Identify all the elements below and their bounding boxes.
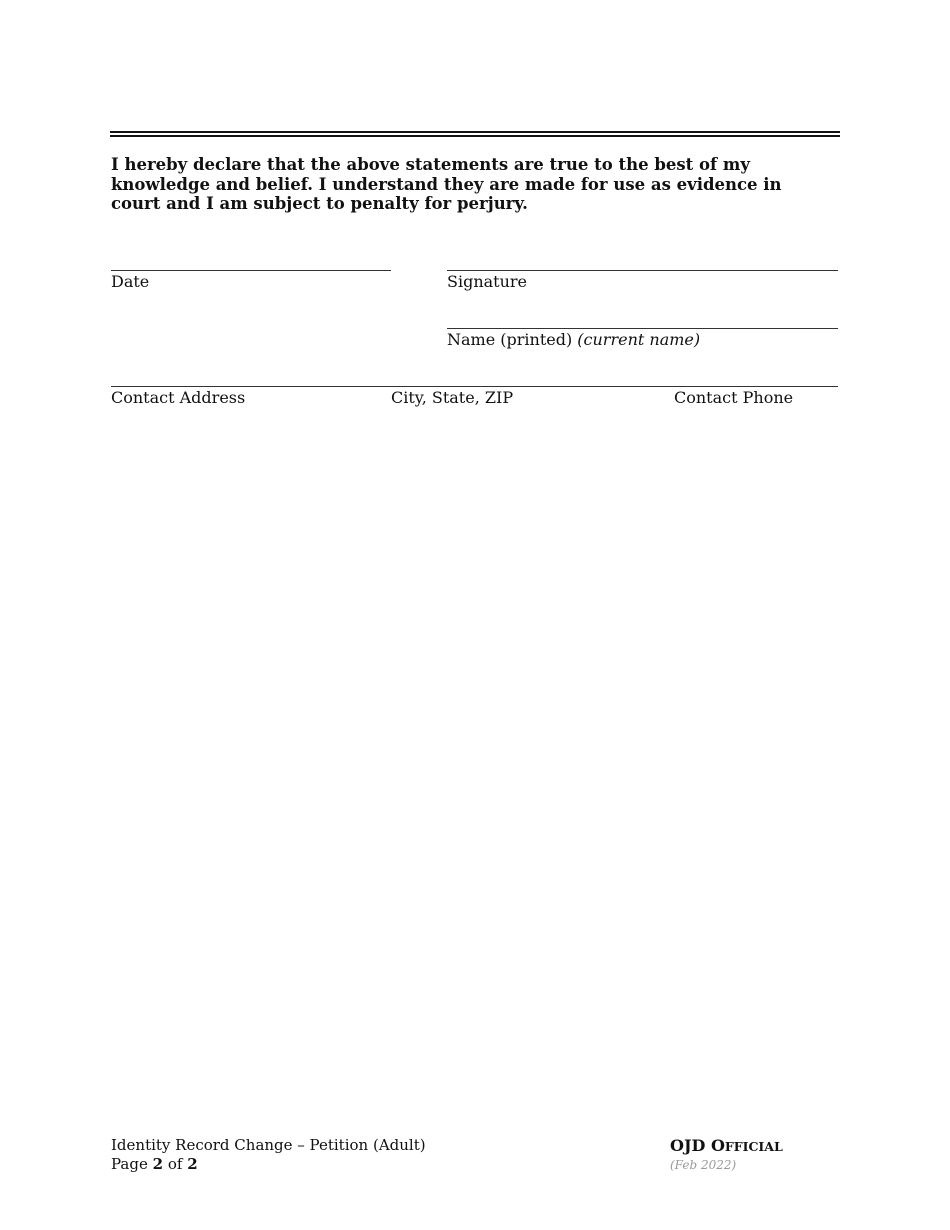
official-first: OJD O <box>670 1136 725 1155</box>
perjury-declaration: I hereby declare that the above statements are true to the best of my knowledge and belief. I understand they are made for use as evidence in court and I am subject to penalty for perjury. <box>111 155 782 213</box>
printed-name-text: Name (printed) <box>447 330 573 349</box>
ojd-official-mark <box>670 1136 783 1157</box>
official-rest: FFICIAL <box>724 1139 783 1154</box>
page-total: 2 <box>187 1155 198 1173</box>
form-title: Identity Record Change – Petition (Adult) <box>111 1136 426 1154</box>
printed-name-label <box>447 330 700 350</box>
date-line[interactable] <box>111 270 391 271</box>
date-label: Date <box>111 272 150 291</box>
page-current: 2 <box>152 1155 164 1173</box>
printed-name-line[interactable] <box>447 328 838 329</box>
page-of: of <box>167 1155 183 1173</box>
contact-line[interactable] <box>111 386 838 387</box>
contact-phone-label: Contact Phone <box>674 388 794 407</box>
contact-address-label: Contact Address <box>111 388 246 407</box>
footer-right <box>670 1136 783 1173</box>
revision-date: (Feb 2022) <box>670 1158 737 1172</box>
page-number <box>111 1155 426 1174</box>
current-name-hint: (current name) <box>577 330 701 349</box>
signature-label: Signature <box>447 272 528 291</box>
city-state-zip-label: City, State, ZIP <box>391 388 514 407</box>
header-double-rule <box>110 131 840 137</box>
footer-left <box>111 1136 426 1174</box>
signature-line[interactable] <box>447 270 838 271</box>
page-prefix: Page <box>111 1155 148 1173</box>
